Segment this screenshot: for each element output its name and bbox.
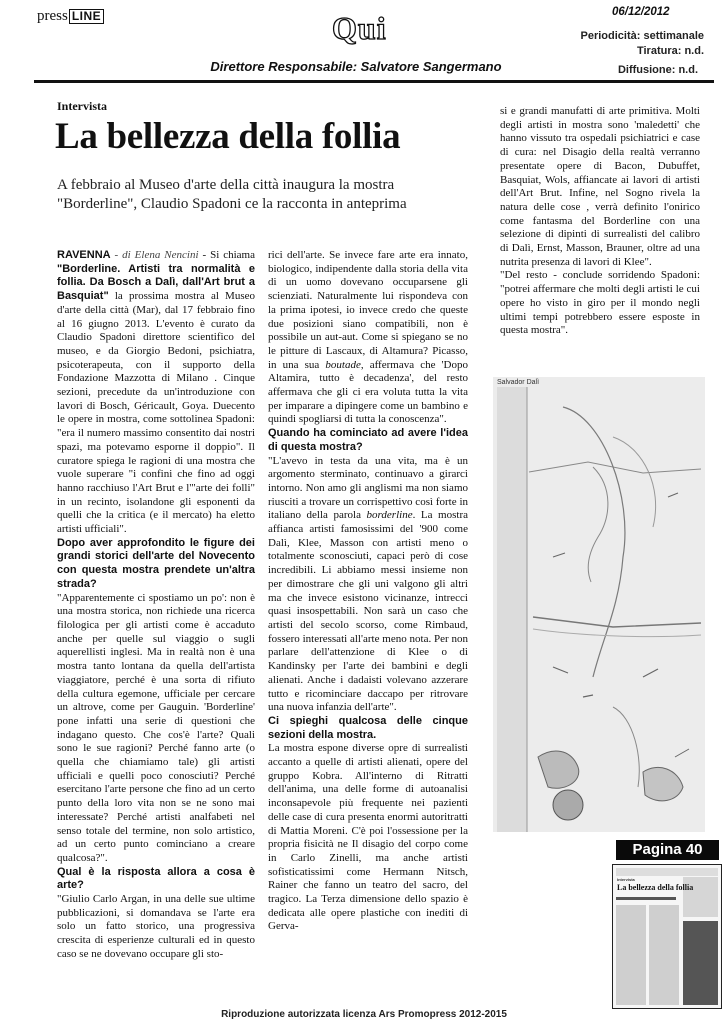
- interview-question: Qual è la risposta allora a cosa è arte?: [57, 865, 255, 892]
- interview-question: Dopo aver approfondito le figure dei grandi storici dell'arte del Novecento con questa mostra prendete un'altra strada?: [57, 536, 255, 590]
- intro-text: - Si chiama: [198, 249, 255, 261]
- brand-logo: [37, 8, 104, 25]
- paragraph-text: rici dell'arte. Se invece fare arte era innato, biologico, indipendente dalla storia della vita di un uomo dovevano occuparsene gli scienziati. Naturalmente lui rispondeva con la prima ipotesi, io invece credo che queste due posizioni siano compatibili, non è possibile un aut-aut. Come si spiegano se no le pitture di Lascaux, di Altamura? Picasso, in una sua: [268, 249, 468, 371]
- paragraph-text: . La mostra affianca artisti famosissimi del '900 come Dalì, Klee, Masson con artisti meno o totalmente sconosciuti, capaci però di cose incredibili. Li abbiamo messi insieme non per dimostrare che gli uni valgono gli altri ma che invece esistono vicinanze, intrecci quasi insospettabili. Non sarà un caso che artisti del secolo scorso, come Rimbaud, fossero interessati all'arte meno nota. Per non parlare dell'attenzione di Klee o di Kandinsky per l'arte dei bambini e degli alienati. Anche i dadaisti volevano azzerare tutto e ricominciare daccapo per ritrovare una nuova infanzia dell'arte".: [268, 509, 468, 714]
- header-divider: [34, 80, 714, 83]
- article-column-3: [500, 105, 700, 338]
- footer-license: [0, 1009, 724, 1020]
- paragraph: [268, 249, 468, 427]
- interview-answer: "Giulio Carlo Argan, in una delle sue ultime pubblicazioni, si domandava se l'arte era solo un fatto storico, una progressiva crescita di esperienze culturali ed in questo caso se ne dovevano occupare gli sto-: [57, 893, 255, 960]
- interview-answer: "Apparentemente ci spostiamo un po': non è una mostra storica, non richiede una ricerca filologica per gli artisti come è accaduto anche per quelle sul viaggio o sugli aquerellisti inglesi. Ma in realtà non è una mostra tanto lontana da quella dell'artista viaggiatore, perché è una sorta di rifiuto della cultura egemone, ufficiale per cercare un altrove, come per Gauguin. 'Borderline' pone infatti una serie di questioni che indagano questo. Che cos'è l'arte? Quali sono le sue ragioni? Perché fanno arte (o quella che chiamiamo tale) gli artisti ufficiali e quelli poco conosciuti? Perché esercitano l'arte persone che fino ad un certo punto della loro vita non se ne sono mai interessate? Perché artisti analfabeti nel senso totale del termine, non solo artistico, ad un certo punto cominciano a creare qualcosa?".: [57, 591, 255, 864]
- thumbnail-headline: La bellezza della follia: [617, 883, 694, 892]
- paragraph-text: "L'avevo in testa da una vita, ma è un argomento sterminato, continuavo a girarci intorno. Non amo gli anglismi ma non siamo riusciti a trovare un corrispettivo così forte in italiano della parola: [268, 454, 468, 522]
- article-column-2: [268, 249, 468, 934]
- periodicity: Periodicità: settimanale: [580, 30, 704, 42]
- section-kicker: Intervista: [57, 99, 107, 113]
- artwork-image: [493, 377, 705, 832]
- paragraph: si e grandi manufatti di arte primitiva. Molti degli artisti in mostra sono 'maledetti' che hanno vissuto tra ospedali psichiatrici e case di cura: nel Disagio della realtà verranno presentate opere di Bacon, Dubuffet, Basquiat, Wols, affiancate ai lavori di artisti dell'Art Brut. Infine, nel Sogno rivela la natura delle cose , verrà definito l'onirico come fantasma del Borderline con una selezione di dipinti di surrealisti del calibro di Dalì, Ernst, Masson, Brauner, oltre ad una nutrita presenza di lavori di Klee".: [500, 105, 700, 268]
- interview-answer: La mostra espone diverse opre di surrealisti accanto a quelle di artisti alienati, opere del gruppo Kobra. All'interno di Ritratti dell'anima, una delle forme di autoanalisi inconsapevole più frequente nei pazienti delle case di cura presenta enormi autoritratti di Mattia Moreni. C'è poi l'ossessione per la propria fisicità ne Il disagio del corpo come in Carlo Zinelli, ma anche artisti sofisticatissimi come Hermann Nitsch, Rainer che fanno un teatro del sacro, del tragico. La Terza dimensione dello spazio è dedicata alle opere plastiche con inediti di Gerva-: [268, 742, 468, 933]
- publication-logo: Qui: [332, 10, 387, 46]
- thumbnail-kicker: Intervista: [617, 877, 635, 882]
- paragraph-text: la prossima mostra al Museo d'arte della città (Mar), dal 17 febbraio fino al 16 giugno 2013. L'evento è curato da Claudio Spadoni direttore scientifico del museo, e da Giorgio Bedoni, psichiatra, psicoterapeuta, con il supporto della Fondazione Mazzotta di Milano . Cinque sezioni, precedute da un'introduzione con lavori di Bosch, Géricault, Goya. Duecento le opere in mostra, come sottolinea Spadoni: "era il numero massimo consentito dai nostri spazi, ma potevamo esporne il doppio". Il curatore spiega le ragioni di una mostra che vuole superare "i confini che fino ad oggi hanno racchiuso l'Art Brut e l'"arte dei folli" in un recinto, isolandone gli esponenti da quelli che la critica (e il mercato) ha eletto artisti ufficiali".: [57, 290, 255, 536]
- emphasis-text: boutade: [325, 358, 361, 371]
- page-thumbnail[interactable]: [612, 864, 722, 1009]
- print-run: Tiratura: n.d.: [636, 45, 704, 57]
- footer-license-text: Riproduzione autorizzata licenza Ars Promopress 2012-2015: [221, 1009, 507, 1020]
- article-headline: La bellezza della follia: [55, 116, 401, 157]
- director-text: Direttore Responsabile: Salvatore Sangermano: [210, 59, 502, 74]
- artwork-caption: Salvador Dalì: [497, 379, 540, 386]
- emphasis-text: borderline: [366, 509, 413, 522]
- artwork-illustration: [493, 377, 705, 832]
- exhibition-title: "Borderline. Artisti tra normalità e follia. Da Bosch a Dalì, dall'Art brut a Basquiat": [57, 262, 255, 303]
- paragraph-text: , affermava che 'Dopo Altamira, tutto è decadenza', del resto affermava che gli ci era voluta tutta la vita per imparare a dipingere come un bambino e quindi spogliarsi di tutta la conoscenza".: [268, 358, 468, 426]
- interview-question: Quando ha cominciato ad avere l'idea di questa mostra?: [268, 427, 468, 453]
- brand-press: press: [37, 8, 68, 24]
- page-number-label: Pagina 40: [616, 840, 719, 860]
- article-column-1: [57, 249, 255, 962]
- paragraph: "Del resto - conclude sorridendo Spadoni: "potrei affermare che molti degli artisti le cui opere ho visto in giro per il mondo negli ultimi tempi potrebbero essere esposte in questa mostra".: [500, 269, 700, 337]
- paragraph: [57, 249, 255, 537]
- issue-date: 06/12/2012: [612, 6, 670, 18]
- brand-line: LINE: [69, 9, 104, 24]
- byline: - di Elena Nencini: [110, 249, 199, 261]
- dateline-city: RAVENNA: [57, 249, 111, 261]
- circulation: Diffusione: n.d.: [617, 64, 698, 76]
- director-line: [0, 59, 724, 74]
- article-subhead: A febbraio al Museo d'arte della città inaugura la mostra "Borderline", Claudio Spadoni ce la racconta in anteprima: [57, 177, 407, 212]
- interview-question: Ci spieghi qualcosa delle cinque sezioni della mostra.: [268, 714, 468, 741]
- interview-answer: [268, 455, 468, 715]
